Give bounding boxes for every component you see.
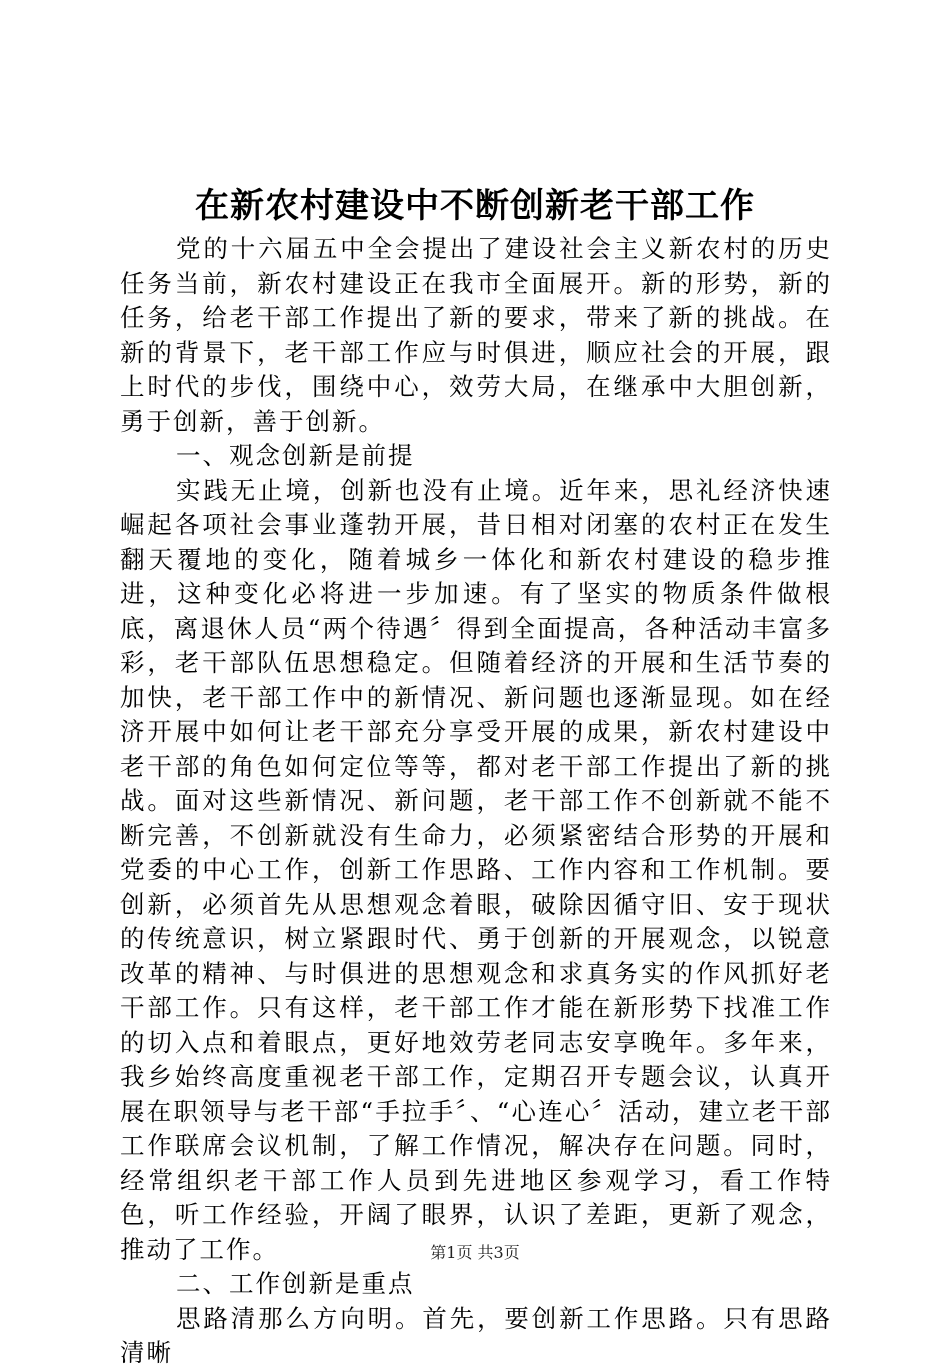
paragraph-section-1: 实践无止境，创新也没有止境。近年来，思礼经济快速崛起各项社会事业蓬勃开展，昔日相对闭塞的农村正在发生翻天覆地的变化，随着城乡一体化和新农村建设的稳步推进，这种变化必将进一步加速。有了坚实的物质条件做根底，离退休人员“两个待遇〞得到全面提高，各种活动丰富多彩，老干部队伍思想稳定。但随着经济的开展和生活节奏的加快，老干部工作中的新情况、新问题也逐渐显现。如在经济开展中如何让老干部充分享受开展的成果，新农村建设中老干部的角色如何定位等等，都对老干部工作提出了新的挑战。面对这些新情况、新问题，老干部工作不创新就不能不断完善，不创新就没有生命力，必须紧密结合形势的开展和党委的中心工作，创新工作思路、工作内容和工作机制。要创新，必须首先从思想观念着眼，破除因循守旧、安于现状的传统意识，树立紧跟时代、勇于创新的开展观念，以锐意改革的精神、与时俱进的思想观念和求真务实的作风抓好老干部工作。只有这样，老干部工作才能在新形势下找准工作的切入点和着眼点，更好地效劳老同志安享晚年。多年来，我乡始终高度重视老干部工作，定期召开专题会议，认真开展在职领导与老干部“手拉手〞、“心连心〞活动，建立老干部工作联席会议机制，了解工作情况，解决存在问题。同时，经常组织老干部工作人员到先进地区参观学习，看工作特色，听工作经验，开阔了眼界，认识了差距，更新了观念，推动了工作。: [120, 475, 832, 1264]
page-number-footer: 第1页 共3页: [430, 1243, 520, 1262]
document-title: 在新农村建设中不断创新老干部工作: [195, 186, 755, 226]
section-heading-1: 一、观念创新是前提: [176, 441, 415, 470]
paragraph-section-2: 思路清那么方向明。首先，要创新工作思路。只有思路清晰: [120, 1303, 832, 1367]
paragraph-intro: 党的十六届五中全会提出了建设社会主义新农村的历史任务当前，新农村建设正在我市全面展开。新的形势，新的任务，给老干部工作提出了新的要求，带来了新的挑战。在新的背景下，老干部工作应与时俱进，顺应社会的开展，跟上时代的步伐，围绕中心，效劳大局，在继承中大胆创新，勇于创新，善于创新。: [120, 234, 832, 436]
document-body: [120, 232, 832, 1371]
section-heading-2: 二、工作创新是重点: [176, 1269, 415, 1298]
